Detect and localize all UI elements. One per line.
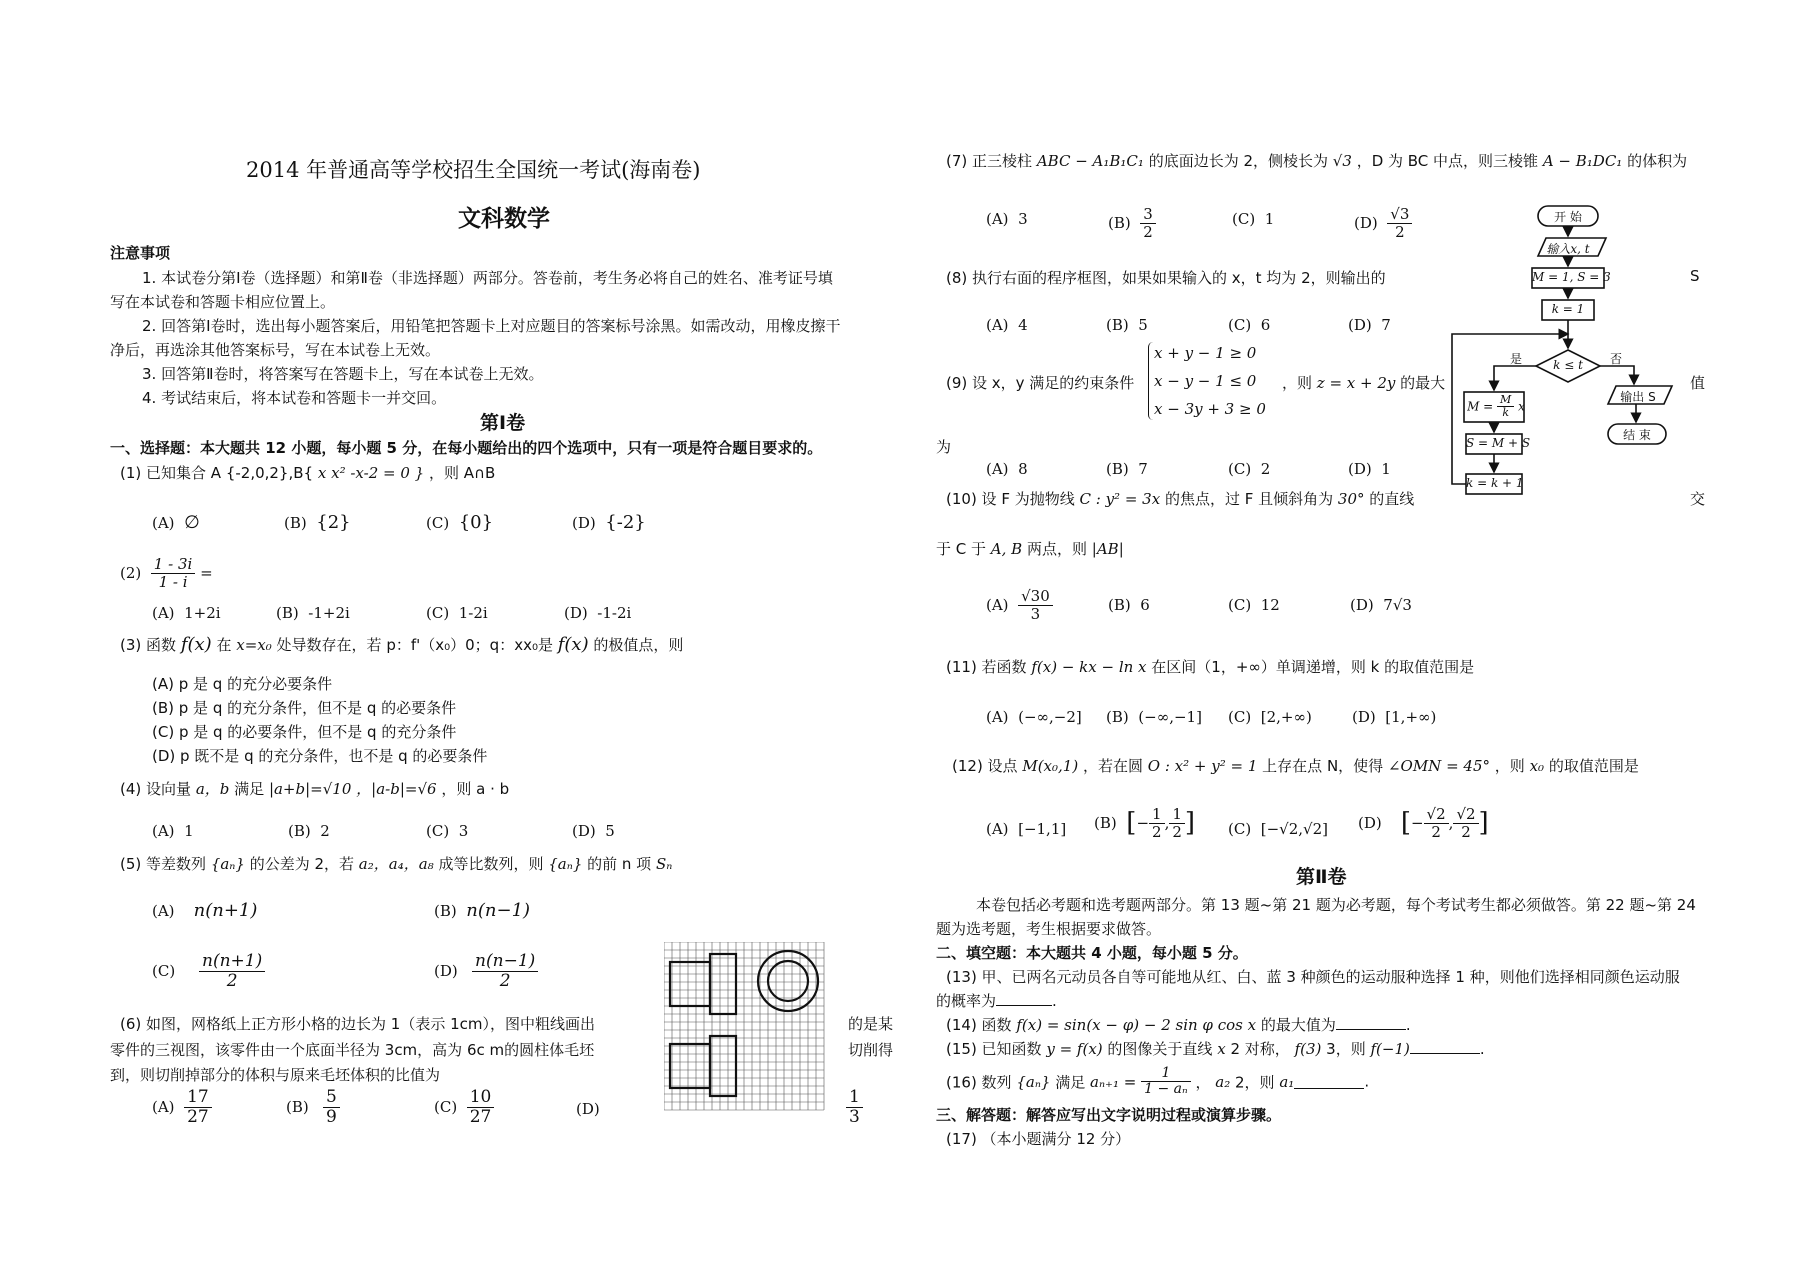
q4-option-d: (D) 5 [572, 822, 615, 840]
question-6-line-3: 到，则切削掉部分的体积与原来毛坯体积的比值为 [110, 1066, 441, 1084]
q9-option-a: (A) 8 [986, 460, 1028, 478]
q5-option-c: (C) $\frac{n(n+1)}{2}$ [152, 952, 265, 990]
flow-condition-label: k ≤ t [1553, 358, 1583, 372]
q6-option-d-value: $\frac{1}{3}$ [846, 1088, 863, 1126]
q5-option-d: (D) $\frac{n(n-1)}{2}$ [434, 952, 538, 990]
q9-constraint-3: x − 3y + 3 ≥ 0 [1154, 400, 1266, 418]
question-13-line-1: (13) 甲、已两名元动员各自等可能地从红、白、蓝 3 种颜色的运动服种选择 1 种，则他们选择相同颜色运动服 [946, 968, 1680, 986]
q10-option-a: (A) $\frac{√30}{3}$ [986, 588, 1053, 622]
q8-option-d: (D) 7 [1348, 316, 1391, 334]
part2-heading: 第Ⅱ卷 [1296, 866, 1347, 888]
q5-option-a: (A) n(n+1) [152, 900, 258, 921]
notice-line-5: 3. 回答第Ⅱ卷时，将答案写在答题卡上，写在本试卷上无效。 [142, 365, 544, 383]
q9-brace [1148, 342, 1153, 420]
flow-k-update-label: k = k + 1 [1466, 476, 1524, 490]
question-3-stem: (3) 函数 f(x) 在 x=x₀ 处导数存在，若 p：f'（x₀）0；q：xx₀是 f(x) 的极值点，则 [120, 634, 684, 655]
notice-line-2: 写在本试卷和答题卡相应位置上。 [110, 293, 336, 311]
flow-output-label: 输出 S [1620, 390, 1656, 404]
q12-option-a: (A) [−1,1] [986, 820, 1067, 838]
q8-option-b: (B) 5 [1106, 316, 1148, 334]
q8-option-a: (A) 4 [986, 316, 1028, 334]
question-8-tail: S [1690, 267, 1700, 285]
q12-option-b: (B) [− $\frac{1}{2}$ , $\frac{1}{2}$ ] [1094, 805, 1196, 841]
three-view-figure [664, 942, 826, 1112]
question-9-wrap: 为 [936, 438, 952, 456]
question-10-tail: 交 [1690, 490, 1706, 508]
q7-option-c: (C) 1 [1232, 210, 1275, 228]
part2-intro-2: 题为选考题，考生根据要求做答。 [936, 920, 1162, 938]
part1-heading: 第Ⅰ卷 [480, 412, 526, 434]
q11-option-d: (D) [1,+∞) [1352, 708, 1437, 726]
flow-k1-label: k = 1 [1551, 302, 1585, 316]
q9-option-c: (C) 2 [1228, 460, 1271, 478]
q8-option-c: (C) 6 [1228, 316, 1271, 334]
flow-end-label: 结 束 [1623, 428, 1651, 442]
q7-option-b: (B) $\frac{3}{2}$ [1108, 206, 1156, 240]
question-9-tail: 值 [1690, 374, 1706, 392]
q2-option-a: (A) 1+2i [152, 604, 221, 622]
q4-option-c: (C) 3 [426, 822, 469, 840]
q10-option-d: (D) 7√3 [1350, 596, 1412, 614]
q5-option-b: (B) n(n−1) [434, 900, 531, 921]
part2-section-3: 三、解答题：解答应写出文字说明过程或演算步骤。 [936, 1106, 1282, 1124]
notice-line-3: 2. 回答第Ⅰ卷时，选出每小题答案后，用铅笔把答题卡上对应题目的答案标号涂黑。如需改动，用橡皮擦干 [142, 317, 841, 335]
q9-constraint-2: x − y − 1 ≤ 0 [1154, 372, 1257, 390]
question-6-line-2: 零件的三视图，该零件由一个底面半径为 3cm，高为 6c m的圆柱体毛坯 [110, 1041, 595, 1059]
part2-section-2: 二、填空题：本大题共 4 小题，每小题 5 分。 [936, 944, 1248, 962]
q12-option-c: (C) [−√2,√2] [1228, 820, 1328, 838]
part2-intro-1: 本卷包括必考题和选考题两部分。第 13 题~第 21 题为必考题，每个考试考生都必须做答。第 22 题~第 24 [976, 896, 1696, 914]
question-11-stem: (11) 若函数 f(x) − kx − ln x 在区间（1，+∞）单调递增，则 k 的取值范围是 [946, 658, 1475, 676]
question-15: (15) 已知函数 y = f(x) 的图像关于直线 x 2 对称， f(3) 3，则 f(−1) . [946, 1040, 1485, 1058]
question-4-stem: (4) 设向量 a，b 满足 |a+b|=√10 ，|a-b|=√6 ，则 a · b [120, 780, 510, 798]
q6-option-a: (A) $\frac{17}{27}$ [152, 1088, 212, 1126]
flow-m-update-label: M = $\frac{M}{k}$ x [1467, 393, 1525, 420]
q1-option-a: (A) ∅ [152, 512, 200, 533]
question-16: (16) 数列 {aₙ} 满足 aₙ₊₁ = $\frac{1}{\text{1 − aₙ}}$ ， a₂ 2，则 a₁ . [946, 1065, 1370, 1098]
question-6-line-2-tail: 切削得 [848, 1041, 894, 1059]
q12-option-d: (D) [− $\frac{√2}{2}$ , $\frac{√2}{2}$ ] [1358, 805, 1489, 841]
notice-line-6: 4. 考试结束后，将本试卷和答题卡一并交回。 [142, 389, 447, 407]
q10-option-b: (B) 6 [1108, 596, 1150, 614]
q9-constraint-1: x + y − 1 ≥ 0 [1154, 344, 1257, 362]
question-2-stem: (2) $\frac{1 - 3i}{1 - i}$ = [120, 555, 213, 591]
exam-subtitle: 文科数学 [458, 206, 550, 232]
question-7-stem: (7) 正三棱柱 ABC − A₁B₁C₁ 的底面边长为 2，侧棱长为 √3 ，D 为 BC 中点，则三棱锥 A − B₁DC₁ 的体积为 [946, 152, 1688, 170]
q6-option-d-label: (D) [576, 1100, 600, 1118]
q3-option-b: (B) p 是 q 的充分条件，但不是 q 的必要条件 [152, 699, 457, 717]
right-column [910, 0, 1819, 1286]
q10-option-c: (C) 12 [1228, 596, 1280, 614]
q6-option-c: (C) $\frac{10}{27}$ [434, 1088, 494, 1126]
q6-option-b: (B) $\frac{5}{9}$ [286, 1088, 340, 1126]
flow-init-label: M = 1, S = 3 [1532, 270, 1611, 284]
q9-option-b: (B) 7 [1106, 460, 1148, 478]
q4-option-b: (B) 2 [288, 822, 330, 840]
part1-section: 一、选择题：本大题共 12 小题，每小题 5 分，在每小题给出的四个选项中，只有一项是符合题目要求的。 [110, 439, 823, 457]
question-6-line-1: (6) 如图，网格纸上正方形小格的边长为 1（表示 1cm），图中粗线画出 [120, 1015, 596, 1033]
flow-start-label: 开 始 [1554, 210, 1582, 224]
q4-option-a: (A) 1 [152, 822, 194, 840]
q2-option-d: (D) -1-2i [564, 604, 632, 622]
q11-option-a: (A) (−∞,−2] [986, 708, 1082, 726]
question-1-stem: (1) 已知集合 A {-2,0,2},B{ x x² -x-2 = 0 } ，则 A∩B [120, 464, 496, 482]
question-6-line-1-tail: 的是某 [848, 1015, 894, 1033]
question-5-stem: (5) 等差数列 {aₙ} 的公差为 2，若 a₂，a₄，a₈ 成等比数列，则 {aₙ} 的前 n 项 Sₙ [120, 855, 673, 873]
question-10-wrap: 于 C 于 A, B 两点，则 |AB| [936, 540, 1124, 558]
q1-option-b: (B) {2} [284, 512, 351, 533]
q1-option-d: (D) {-2} [572, 512, 646, 533]
q2-option-c: (C) 1-2i [426, 604, 488, 622]
q11-option-c: (C) [2,+∞) [1228, 708, 1312, 726]
q3-option-c: (C) p 是 q 的必要条件，但不是 q 的充分条件 [152, 723, 457, 741]
q1-option-c: (C) {0} [426, 512, 494, 533]
question-9-stem-b: ，则 z = x + 2y 的最大 [1282, 374, 1446, 392]
notice-line-1: 1. 本试卷分第Ⅰ卷（选择题）和第Ⅱ卷（非选择题）两部分。答卷前，考生务必将自己的姓名、准考证号填 [142, 269, 833, 287]
question-13-line-2: 的概率为 . [936, 992, 1057, 1010]
question-8-stem: (8) 执行右面的程序框图，如果如果输入的 x，t 均为 2，则输出的 [946, 269, 1386, 287]
q11-option-b: (B) (−∞,−1] [1106, 708, 1202, 726]
question-12-stem: (12) 设点 M(x₀,1) ，若在圆 O : x² + y² = 1 上存在点 N，使得 ∠OMN = 45° ，则 x₀ 的取值范围是 [952, 757, 1639, 775]
q2-fraction: $\frac{1 - 3i}{1 - i}$ [151, 556, 196, 590]
exam-title: 2014 年普通高等学校招生全国统一考试(海南卷) [246, 158, 701, 182]
notice-heading: 注意事项 [110, 244, 171, 262]
flow-s-update-label: S = M + S [1466, 436, 1531, 450]
q7-option-d: (D) $\frac{√3}{2}$ [1354, 206, 1412, 240]
question-10-stem: (10) 设 F 为抛物线 C : y² = 3x 的焦点，过 F 且倾斜角为 30° 的直线 [946, 490, 1415, 508]
question-14: (14) 函数 f(x) = sin(x − φ) − 2 sin φ cos x 的最大值为 . [946, 1016, 1411, 1034]
question-9-stem-a: (9) 设 x，y 满足的约束条件 [946, 374, 1135, 392]
q3-option-a: (A) p 是 q 的充分必要条件 [152, 675, 333, 693]
flow-input-label: 输入x, t [1546, 242, 1590, 256]
flow-no-label: 否 [1610, 352, 1623, 366]
notice-line-4: 净后，再选涂其他答案标号，写在本试卷上无效。 [110, 341, 441, 359]
q3-option-d: (D) p 既不是 q 的充分条件，也不是 q 的必要条件 [152, 747, 488, 765]
q9-option-d: (D) 1 [1348, 460, 1391, 478]
q2-option-b: (B) -1+2i [276, 604, 350, 622]
q7-option-a: (A) 3 [986, 210, 1028, 228]
question-17: (17) （本小题满分 12 分） [946, 1130, 1131, 1148]
flow-yes-label: 是 [1510, 352, 1523, 366]
